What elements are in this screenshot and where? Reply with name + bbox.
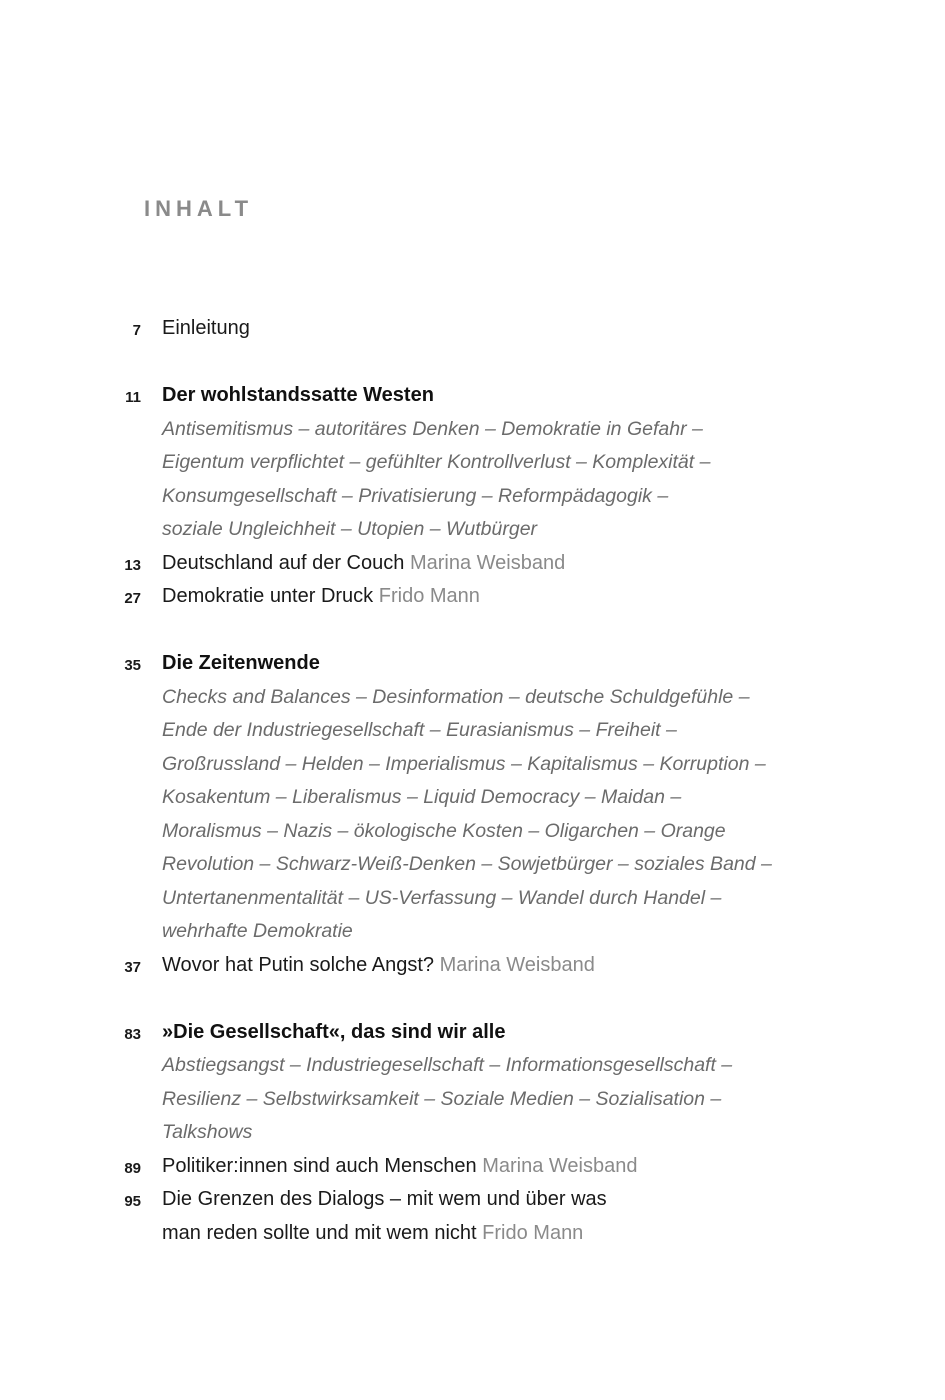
page-number: 95: [124, 1193, 141, 1210]
chapter-title: Die Grenzen des Dialogs – mit wem und über was: [162, 1188, 607, 1210]
page-number: 27: [124, 590, 141, 607]
page-number: 37: [124, 958, 141, 976]
keyword-line: Antisemitismus – autoritäres Denken – Demokratie in Gefahr –: [162, 417, 703, 440]
chapter-author: Frido Mann: [482, 1221, 584, 1244]
toc-intro: [0, 312, 945, 346]
chapter-title-continued: [162, 1217, 945, 1251]
section-heading: [0, 1016, 945, 1050]
chapter-author: Frido Mann: [378, 585, 480, 607]
keyword-line: Revolution – Schwarz-Weiß-Denken – Sowjetbürger – soziales Band –: [162, 853, 772, 875]
page-number: 7: [132, 322, 141, 339]
section-heading: [0, 379, 945, 413]
section-keywords: [0, 413, 762, 547]
toc-section-3: [0, 1016, 945, 1251]
chapter-title: Politiker:innen sind auch Menschen: [162, 1154, 477, 1177]
keyword-line: Abstiegsangst – Industriegesellschaft – Informationsgesellschaft –: [162, 1054, 733, 1076]
keyword-line: Konsumgesellschaft – Privatisierung – Reformpädagogik –: [162, 484, 669, 507]
keyword-line: Großrussland – Helden – Imperialismus – Kapitalismus – Korruption –: [162, 752, 766, 775]
chapter-author: Marina Weisband: [409, 551, 566, 574]
keyword-line: Untertanenmentalität – US-Verfassung – Wandel durch Handel –: [162, 886, 722, 909]
toc-entry-intro: [0, 312, 945, 346]
keyword-line: Talkshows: [162, 1121, 253, 1143]
chapter-author: Marina Weisband: [482, 1154, 638, 1177]
page-title: INHALT: [144, 196, 254, 221]
page-number: 35: [124, 657, 141, 674]
chapter-title-line-2: man reden sollte und mit wem nicht: [162, 1221, 477, 1244]
chapter-title: Demokratie unter Druck: [162, 585, 374, 607]
section-heading: [0, 647, 945, 681]
section-keywords: [0, 681, 772, 949]
keyword-line: Checks and Balances – Desinformation – deutsche Schuldgefühle –: [162, 685, 750, 708]
chapter-title: Deutschland auf der Couch: [162, 551, 405, 574]
chapter-author: Marina Weisband: [439, 953, 595, 976]
table-of-contents: [0, 312, 945, 1284]
keyword-line: Kosakentum – Liberalismus – Liquid Democracy – Maidan –: [162, 786, 682, 808]
keyword-line: wehrhafte Demokratie: [162, 920, 353, 942]
toc-entry: [0, 949, 945, 983]
toc-entry: [0, 580, 945, 614]
toc-entry: [0, 547, 945, 581]
chapter-title: Einleitung: [162, 317, 250, 339]
keyword-line: Resilienz – Selbstwirksamkeit – Soziale Medien – Sozialisation –: [162, 1087, 722, 1110]
keyword-line: soziale Ungleichheit – Utopien – Wutbürger: [162, 518, 538, 540]
section-title: Der wohlstandssatte Westen: [162, 384, 434, 406]
toc-section-1: [0, 379, 945, 614]
page-number: 11: [125, 389, 141, 406]
chapter-title: Wovor hat Putin solche Angst?: [162, 953, 435, 976]
keyword-line: Moralismus – Nazis – ökologische Kosten – Oligarchen – Orange: [162, 819, 726, 842]
page-number: 13: [124, 556, 141, 574]
toc-section-2: [0, 647, 945, 982]
page-number: 89: [124, 1159, 141, 1177]
keyword-line: Eigentum verpflichtet – gefühlter Kontrollverlust – Komplexität –: [162, 451, 711, 473]
toc-entry: [0, 1150, 945, 1184]
section-title: »Die Gesellschaft«, das sind wir alle: [162, 1020, 506, 1043]
toc-entry: [0, 1183, 945, 1250]
section-keywords: [0, 1049, 762, 1150]
section-title: Die Zeitenwende: [162, 652, 320, 674]
keyword-line: Ende der Industriegesellschaft – Eurasianismus – Freiheit –: [162, 719, 677, 741]
page-number: 83: [124, 1025, 141, 1043]
